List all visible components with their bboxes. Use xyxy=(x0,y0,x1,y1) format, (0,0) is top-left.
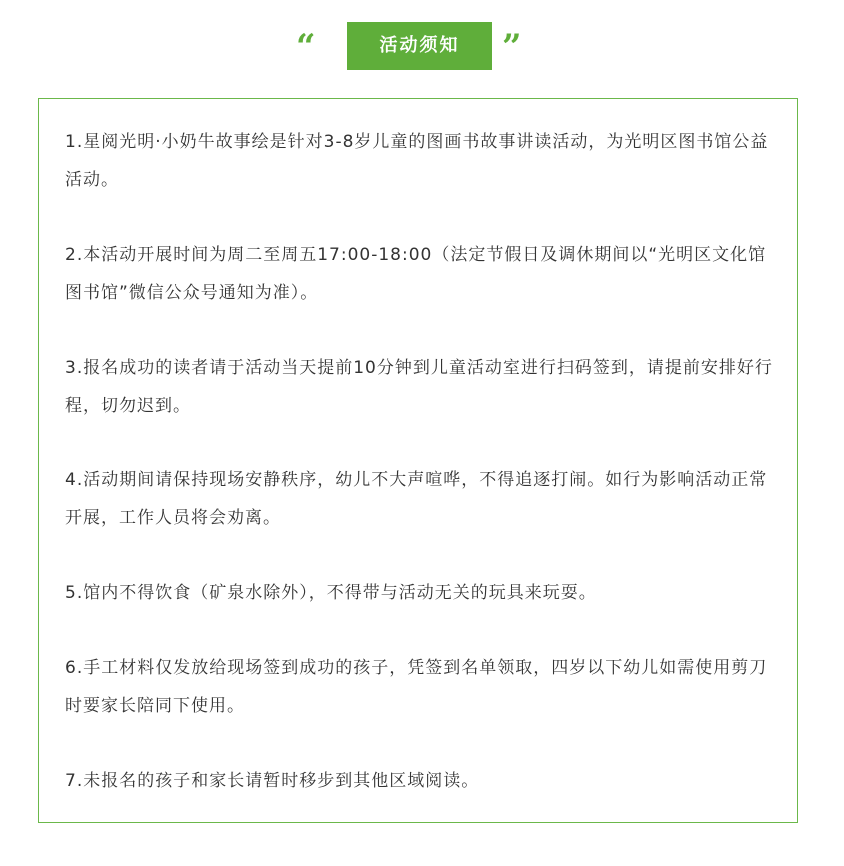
close-quote-icon: ” xyxy=(502,27,522,67)
notice-item: 6.手工材料仅发放给现场签到成功的孩子，凭签到名单领取，四岁以下幼儿如需使用剪刀时要家长陪同下使用。 xyxy=(65,658,768,716)
notice-item: 1.星阅光明·小奶牛故事绘是针对3-8岁儿童的图画书故事讲读活动，为光明区图书馆公益活动。 xyxy=(65,132,769,190)
notice-box xyxy=(38,98,798,823)
notice-item: 4.活动期间请保持现场安静秩序，幼儿不大声喧哗，不得追逐打闹。如行为影响活动正常开展，工作人员将会劝离。 xyxy=(65,470,768,528)
notice-item: 7.未报名的孩子和家长请暂时移步到其他区域阅读。 xyxy=(65,771,480,791)
section-title: 活动须知 xyxy=(347,22,492,70)
open-quote-icon: “ xyxy=(296,27,316,67)
notice-item: 2.本活动开展时间为周二至周五17:00-18:00（法定节假日及调休期间以“光明区文化馆图书馆”微信公众号通知为准）。 xyxy=(65,245,767,303)
notice-item: 3.报名成功的读者请于活动当天提前10分钟到儿童活动室进行扫码签到，请提前安排好行程，切勿迟到。 xyxy=(65,358,773,416)
section-header xyxy=(0,22,844,70)
notice-item: 5.馆内不得饮食（矿泉水除外），不得带与活动无关的玩具来玩耍。 xyxy=(65,583,597,603)
